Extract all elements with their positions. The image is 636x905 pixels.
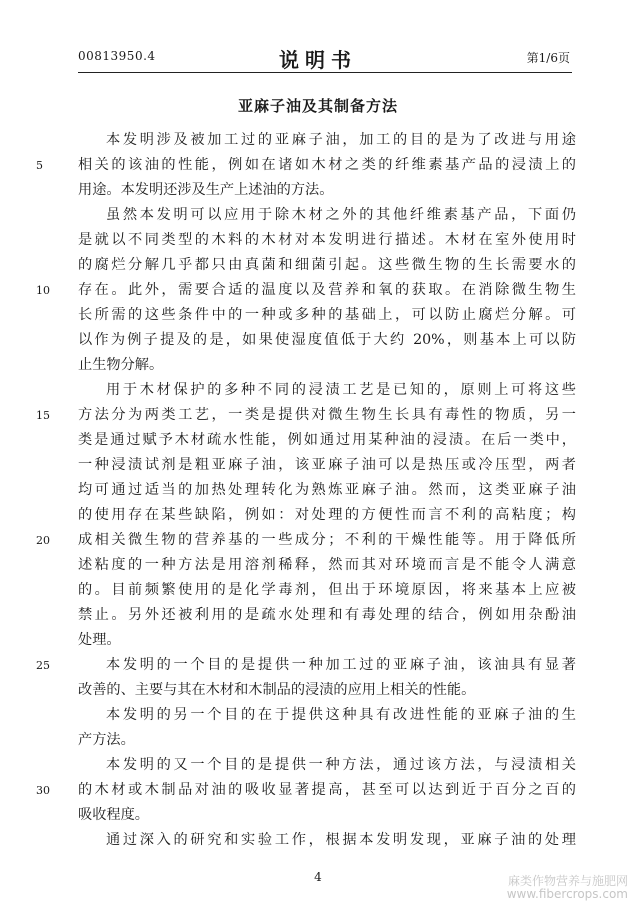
line-number: 30 [36,784,50,797]
text-line: 以作为例子提及的是，如果使湿度值低于大约 20%，则基本上可以防 [78,332,576,348]
text-line: 长所需的这些条件中的一种或多种的基础上，可以防止腐烂分解。可 [78,307,576,323]
text-line: 的腐烂分解几乎都只由真菌和细菌引起。这些微生物的生长需要水的 [78,257,576,273]
line-number: 15 [36,409,50,422]
text-line: 本发明涉及被加工过的亚麻子油，加工的目的是为了改进与用途 [106,132,576,148]
text-line: 是就以不同类型的木料的木材对本发明进行描述。木材在室外使用时 [78,232,576,248]
text-line: 的使用存在某些缺陷，例如：对处理的方便性而言不利的高粘度；构 [78,507,576,523]
line-number: 5 [36,159,43,172]
text-line: 类是通过赋予木材疏水性能，例如通过用某种油的浸渍。在后一类中， [78,432,576,448]
line-number: 10 [36,284,50,297]
text-line: 存在。此外，需要合适的温度以及营养和氧的获取。在消除微生物生 [78,282,576,298]
page-header [0,44,636,74]
text-line: 用于木材保护的多种不同的浸渍工艺是已知的，原则上可将这些 [106,382,576,398]
text-line: 本发明的一个目的是提供一种加工过的亚麻子油，该油具有显著 [106,657,576,673]
text-line: 方法分为两类工艺，一类是提供对微生物生长具有毒性的物质，另一 [78,407,576,423]
document-number: 00813950.4 [78,49,156,63]
text-line: 止生物分解。 [78,357,164,373]
text-line: 均可通过适当的加热处理转化为熟炼亚麻子油。然而，这类亚麻子油 [78,482,576,498]
watermark-site-name: 麻类作物营养与施肥网 [507,874,628,888]
text-line: 吸收程度。 [78,807,149,823]
header-title: 说明书 [279,48,357,72]
text-line: 产方法。 [78,732,135,748]
text-line: 通过深入的研究和实验工作，根据本发明发现，亚麻子油的处理 [106,832,576,848]
watermark-url: www.fibercrops.com [506,887,628,901]
text-line: 虽然本发明可以应用于除木材之外的其他纤维素基产品，下面仍 [106,207,576,223]
text-line: 相关的该油的性能，例如在诸如木材之类的纤维素基产品的浸渍上的 [78,157,576,173]
text-line: 的木材或木制品对油的吸收显著提高，甚至可以达到近于百分之百的 [78,782,576,798]
text-line: 本发明的另一个目的在于提供这种具有改进性能的亚麻子油的生 [106,707,576,723]
text-line: 的。目前频繁使用的是化学毒剂，但出于环境原因，将来基本上应被 [78,582,576,598]
text-line: 成相关微生物的营养基的一些成分；不利的干燥性能等。用于降低所 [78,532,576,548]
text-line: 本发明的又一个目的是提供一种方法，通过该方法，与浸渍相关 [106,757,576,773]
page-number-footer: 4 [314,870,322,884]
text-line: 用途。本发明还涉及生产上述油的方法。 [78,182,334,198]
header-rule [78,72,572,73]
line-number: 20 [36,534,50,547]
document-title: 亚麻子油及其制备方法 [237,97,398,115]
text-line: 一种浸渍试剂是粗亚麻子油，该亚麻子油可以是热压或冷压型，两者 [78,457,576,473]
text-line: 禁止。另外还被利用的是疏水处理和有毒处理的结合，例如用杂酚油 [78,607,576,623]
text-line: 改善的、主要与其在木材和木制品的浸渍的应用上相关的性能。 [78,682,476,698]
text-line: 述粘度的一种方法是用溶剂稀释，然而其对环境而言是不能令人满意 [78,557,576,573]
page-indicator: 第1/6页 [526,51,570,65]
line-number: 25 [36,659,50,672]
text-line: 处理。 [78,632,121,648]
